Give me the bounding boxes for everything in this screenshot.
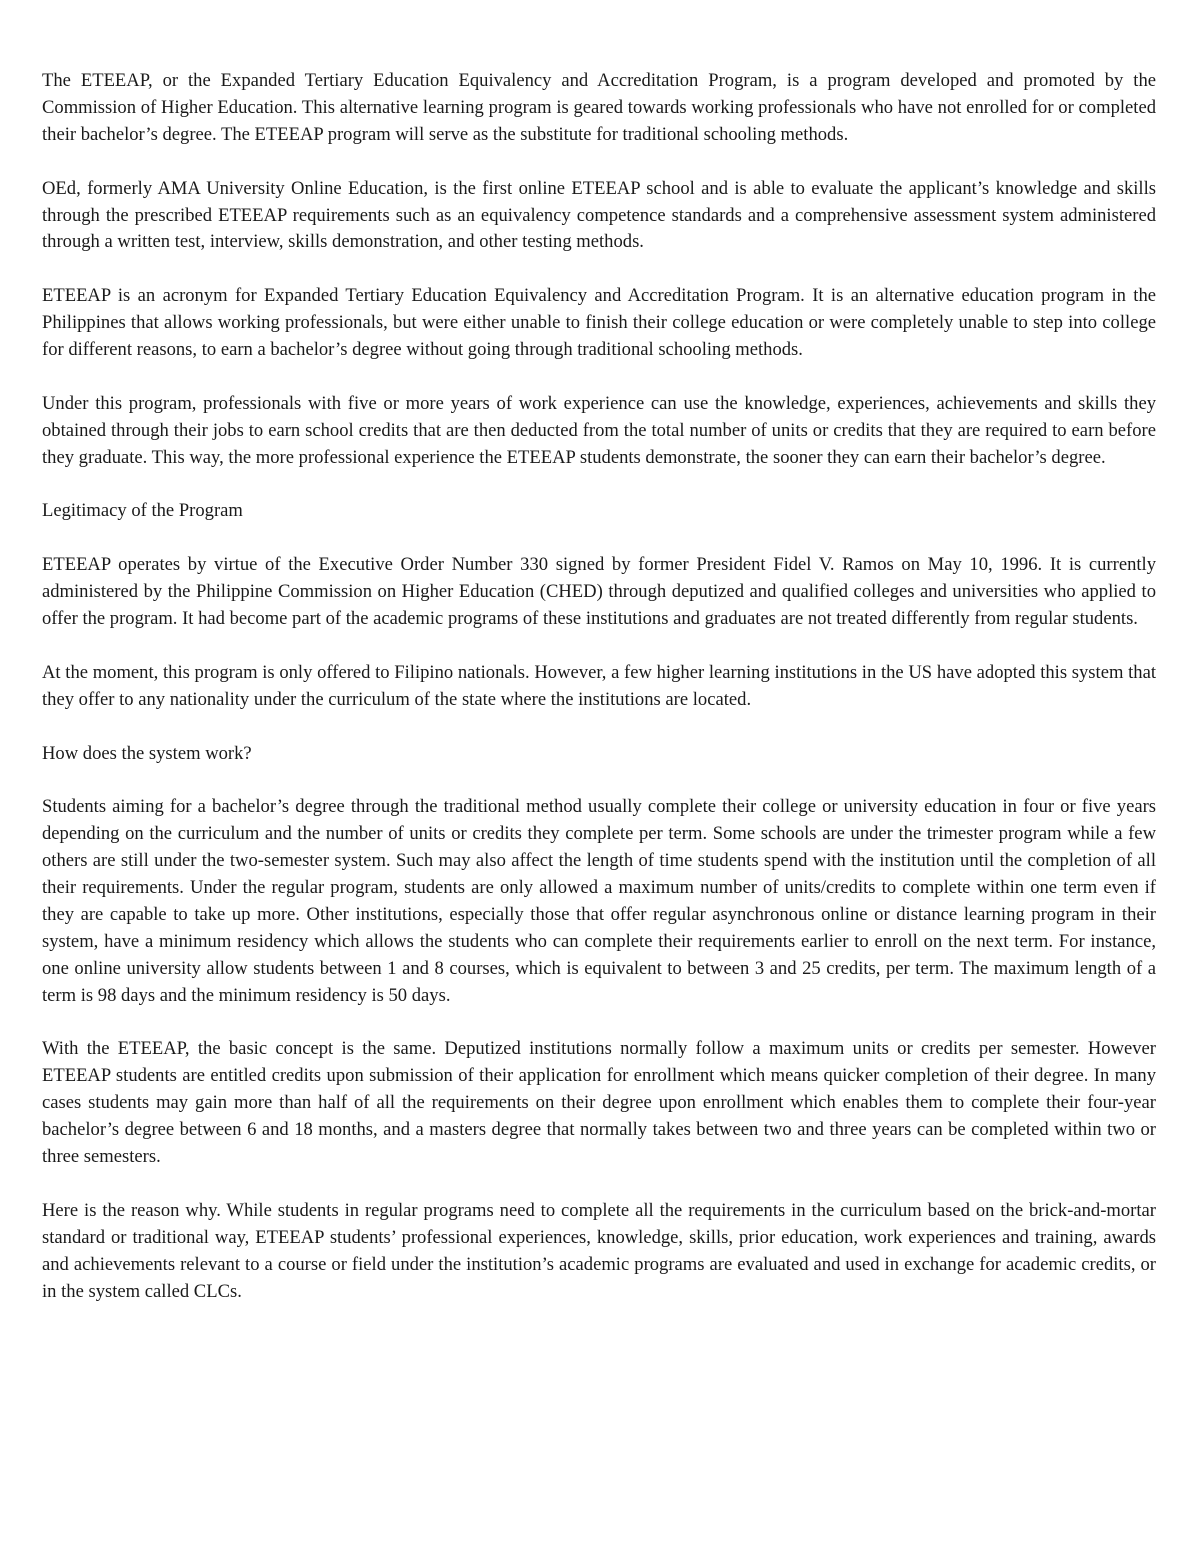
paragraph-basic-concept: With the ETEEAP, the basic concept is the same. Deputized institutions normally follow a maximum units or credits per semester. However ETEEAP students are entitled credits upon submission of their application for enrollment which means quicker completion of their degree. In many cases students may gain more than half of all the requirements on their degree upon enrollment which enables them to complete their four-year bachelor’s degree between 6 and 18 months, and a masters degree that normally takes between two and three years can be completed within two or three semesters.	[42, 1038, 1156, 1168]
paragraph-eteeap-intro: The ETEEAP, or the Expanded Tertiary Education Equivalency and Accreditation Program, is a program developed and promoted by the Commission of Higher Education. This alternative learning program is geared towards working professionals who have not enrolled for or completed their bachelor’s degree. The ETEEAP program will serve as the substitute for traditional schooling methods.	[42, 70, 1156, 145]
paragraph-reason-why: Here is the reason why. While students in regular programs need to complete all the requirements in the curriculum based on the brick-and-mortar standard or traditional way, ETEEAP students’ professional experiences, knowledge, skills, prior education, work experiences and training, awards and achievements relevant to a course or field under the institution’s academic programs are evaluated and used in exchange for academic credits, or in the system called CLCs.	[42, 1199, 1156, 1302]
paragraph-traditional-method: Students aiming for a bachelor’s degree through the traditional method usually complete their college or university education in four or five years depending on the curriculum and the number of units or credits they complete per term. Some schools are under the trimester program while a few others are still under the two-semester system. Such may also affect the length of time students spend with the institution until the completion of all their requirements. Under the regular program, students are only allowed a maximum number of units/credits to complete within one term even if they are capable to take up more. Other institutions, especially those that offer regular asynchronous online or distance learning program in their system, have a minimum residency which allows the students who can complete their requirements earlier to enroll on the next term. For instance, one online university allow students between 1 and 8 courses, which is equivalent to between 3 and 25 credits, per term. The maximum length of a term is 98 days and the minimum residency is 50 days.	[42, 796, 1156, 1006]
document-body	[42, 68, 1156, 1332]
paragraph-acronym: ETEEAP is an acronym for Expanded Tertiary Education Equivalency and Accreditation Program. It is an alternative education program in the Philippines that allows working professionals, but were either unable to finish their college education or were completely unable to step into college for different reasons, to earn a bachelor’s degree without going through traditional schooling methods.	[42, 285, 1156, 361]
paragraph-under-program: Under this program, professionals with five or more years of work experience can use the knowledge, experiences, achievements and skills they obtained through their jobs to earn school credits that are then deducted from the total number of units or credits that they are required to earn before they graduate. This way, the more professional experience the ETEEAP students demonstrate, the sooner they can earn their bachelor’s degree.	[42, 392, 1156, 468]
heading-how-system-works: How does the system work?	[42, 742, 252, 764]
heading-legitimacy: Legitimacy of the Program	[42, 500, 243, 522]
paragraph-oed: OEd, formerly AMA University Online Education, is the first online ETEEAP school and is able to evaluate the applicant’s knowledge and skills through the prescribed ETEEAP requirements such as an equivalency competence standards and a comprehensive assessment system administered through a written test, interview, skills demonstration, and other testing methods.	[42, 177, 1156, 253]
paragraph-executive-order: ETEEAP operates by virtue of the Executive Order Number 330 signed by former President Fidel V. Ramos on May 10, 1996. It is currently administered by the Philippine Commission on Higher Education (CHED) through deputized and qualified colleges and universities who applied to offer the program. It had become part of the academic programs of these institutions and graduates are not treated differently from regular students.	[42, 554, 1156, 630]
paragraph-filipino-nationals: At the moment, this program is only offered to Filipino nationals. However, a few higher learning institutions in the US have adopted this system that they offer to any nationality under the curriculum of the state where the institutions are located.	[42, 661, 1156, 710]
